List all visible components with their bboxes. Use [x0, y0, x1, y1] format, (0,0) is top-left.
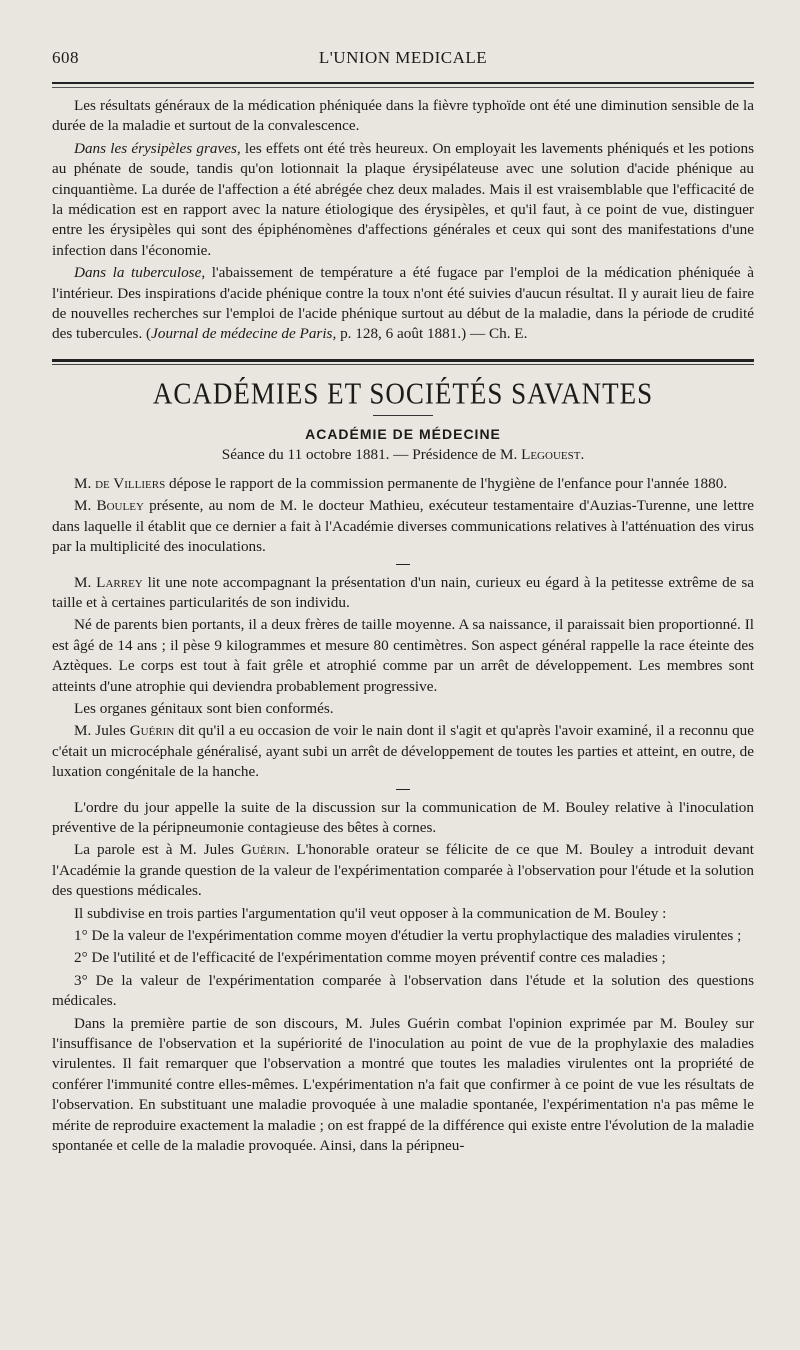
journal-title: L'UNION MEDICALE: [318, 48, 488, 67]
seance-text: Séance du 11 octobre 1881. — Présidence de M.: [221, 445, 522, 463]
body-list-item-3: 3° De la valeur de l'expérimentation comparée à l'observation dans l'étude et la solution des questions médicales.: [52, 971, 754, 1010]
body-paragraph-subdivise: Il subdivise en trois parties l'argumentation qu'il veut opposer à la communication de M. Bouley :: [74, 904, 667, 922]
body-p6-prefix: M. Jules: [74, 722, 130, 740]
body-paragraph-bouley: [52, 496, 754, 557]
body-paragraph-villiers: [52, 474, 754, 494]
body-p2-text: présente, au nom de M. le docteur Mathieu, exécuteur testamentaire d'Auzias-Turenne, une lettre dans laquelle il établit que ce dernier a fait à l'Académie diverses communications relatives à l'atténuation des virus par la multiplicité des inoculations.: [52, 497, 754, 556]
body-p2-prefix: M.: [74, 497, 97, 515]
intro-paragraph-erysipeles: [52, 139, 754, 261]
intro-p2-lead: Dans les érysipèles graves,: [74, 139, 241, 157]
body-paragraph-discours: Dans la première partie de son discours, M. Jules Guérin combat l'opinion exprimée par M. Bouley sur l'insuffisance de l'observation et la supériorité de l'inoculation au point de vue de la prophylaxie des maladies virulentes. Il fait remarquer que l'observation a montré que toutes les maladies virulentes ont la propriété de conférer l'immunité contre elles-mêmes. L'expérimentation n'a fait que confirmer à ce point de vue les résultats de l'observation. En substituant une maladie provoquée à une maladie spontanée, l'expérimentation n'a pas même le mérite de reproduire exactement la maladie ; on est frappé de la différence qui existe entre l'évolution de la maladie spontanée et celle de la maladie provoquée. Ainsi, dans la péripneu-: [52, 1014, 754, 1155]
intro-p3-text: l'abaissement de température a été fugace par l'emploi de la médication phéniquée à l'intérieur. Des inspirations d'acide phénique contre la toux n'ont été suivies d'aucun résultat. Il y aurait lieu de faire de nouvelles recherches sur l'emploi de l'acide phénique surtout au début de la maladie, dans la période de crudité des tubercules. (: [52, 264, 754, 343]
body-p8-prefix: La parole est à M. Jules: [74, 841, 242, 859]
body-p8-text: . L'honorable orateur se félicite de ce que M. Bouley a introduit devant l'Académie la grande question de la valeur de l'expérimentation comparée à l'observation pour l'étude et la solution des questions médicales.: [52, 841, 754, 900]
section-title: ACADÉMIES ET SOCIÉTÉS SAVANTES: [152, 375, 654, 411]
page-content: [52, 96, 754, 1158]
body-paragraph-larrey: [52, 573, 754, 614]
intro-paragraph-typhoid: [52, 96, 754, 137]
title-underline: [373, 415, 433, 416]
intro-paragraph-tuberculose: [52, 263, 754, 345]
body-p6-name: Guérin: [129, 722, 175, 740]
section-divider: [52, 359, 754, 366]
body-paragraph-organes: Les organes génitaux sont bien conformés.: [74, 699, 334, 717]
body-paragraph-parole: [52, 840, 754, 901]
seance-president: Legouest.: [521, 445, 585, 463]
section-subtitle: ACADÉMIE DE MÉDECINE: [305, 425, 501, 442]
body-p1-prefix: M.: [74, 474, 96, 492]
intro-p3-end: p. 128, 6 août 1881.) — Ch. E.: [336, 325, 528, 343]
separator-dash: [396, 789, 410, 790]
body-p8-name: Guérin: [241, 841, 286, 859]
body-p3-prefix: M.: [74, 573, 97, 591]
seance-line: [52, 444, 754, 466]
body-p1-name: de Villiers: [95, 474, 166, 492]
body-p6-text: dit qu'il a eu occasion de voir le nain dont il s'agit et qu'après l'avoir examiné, il a reconnu que c'était un microcéphale généralisé, ayant subi un arrêt de développement de toutes les parties et atteint, en outre, de luxation congénitale de la hanche.: [52, 722, 754, 781]
intro-p3-lead: Dans la tuberculose,: [74, 264, 206, 282]
body-paragraph-guerin-nain: [52, 721, 754, 782]
body-list-item-1: 1° De la valeur de l'expérimentation comme moyen d'étudier la vertu prophylactique des maladies virulentes ;: [74, 927, 742, 944]
intro-p2-text: les effets ont été très heureux. On employait les lavements phéniqués et les potions au phénate de soude, tandis qu'on lotionnait la plaque érysipélateuse avec une solution d'acide phénique au cinquantième. La durée de l'affection a été abrégée chez deux malades. Mais il est vraisemblable que l'efficacité de la médication est en rapport avec la nature étiologique des érysipèles, et qu'il faut, à ce point de vue, distinguer entre les érysipèles qui sont des épiphénomènes d'affections générales et ceux qui sont des manifestations d'une infection dans l'économie.: [52, 139, 755, 259]
intro-p1-text: Les résultats généraux de la médication phéniquée dans la fièvre typhoïde ont été une diminution sensible de la durée de la maladie et surtout de la convalescence.: [52, 97, 754, 135]
intro-p3-source: Journal de médecine de Paris,: [151, 325, 337, 343]
body-list-item-2: 2° De l'utilité et de l'efficacité de l'expérimentation comme moyen préventif contre ces maladies ;: [74, 949, 666, 967]
body-p3-text: lit une note accompagnant la présentation d'un nain, curieux eu égard à la petitesse extrême de sa taille et à certaines particularités de son individu.: [52, 573, 754, 611]
page-number: 608: [52, 48, 79, 67]
body-paragraph-ordre-du-jour: L'ordre du jour appelle la suite de la discussion sur la communication de M. Bouley relative à l'inoculation préventive de la péripneumonie contagieuse des bêtes à cornes.: [52, 798, 754, 836]
body-p2-name: Bouley: [96, 497, 144, 515]
body-paragraph-nain: Né de parents bien portants, il a deux frères de taille moyenne. A sa naissance, il paraissait bien proportionné. Il est âgé de 14 ans ; il pèse 9 kilogrammes et mesure 80 centimètres. Son aspect général rappelle la race éteinte des Aztèques. Le corps est tout à fait grêle et atrophié comme par un arrêt de développement. Les membres sont atteints d'une atrophie qui deviendra probablement progressive.: [52, 616, 754, 695]
body-p3-name: Larrey: [96, 573, 143, 591]
separator-dash: [396, 564, 410, 565]
header-rule: [52, 82, 754, 84]
running-head: [52, 48, 754, 72]
body-p1-text: dépose le rapport de la commission permanente de l'hygiène de l'enfance pour l'année 1880.: [165, 474, 728, 492]
